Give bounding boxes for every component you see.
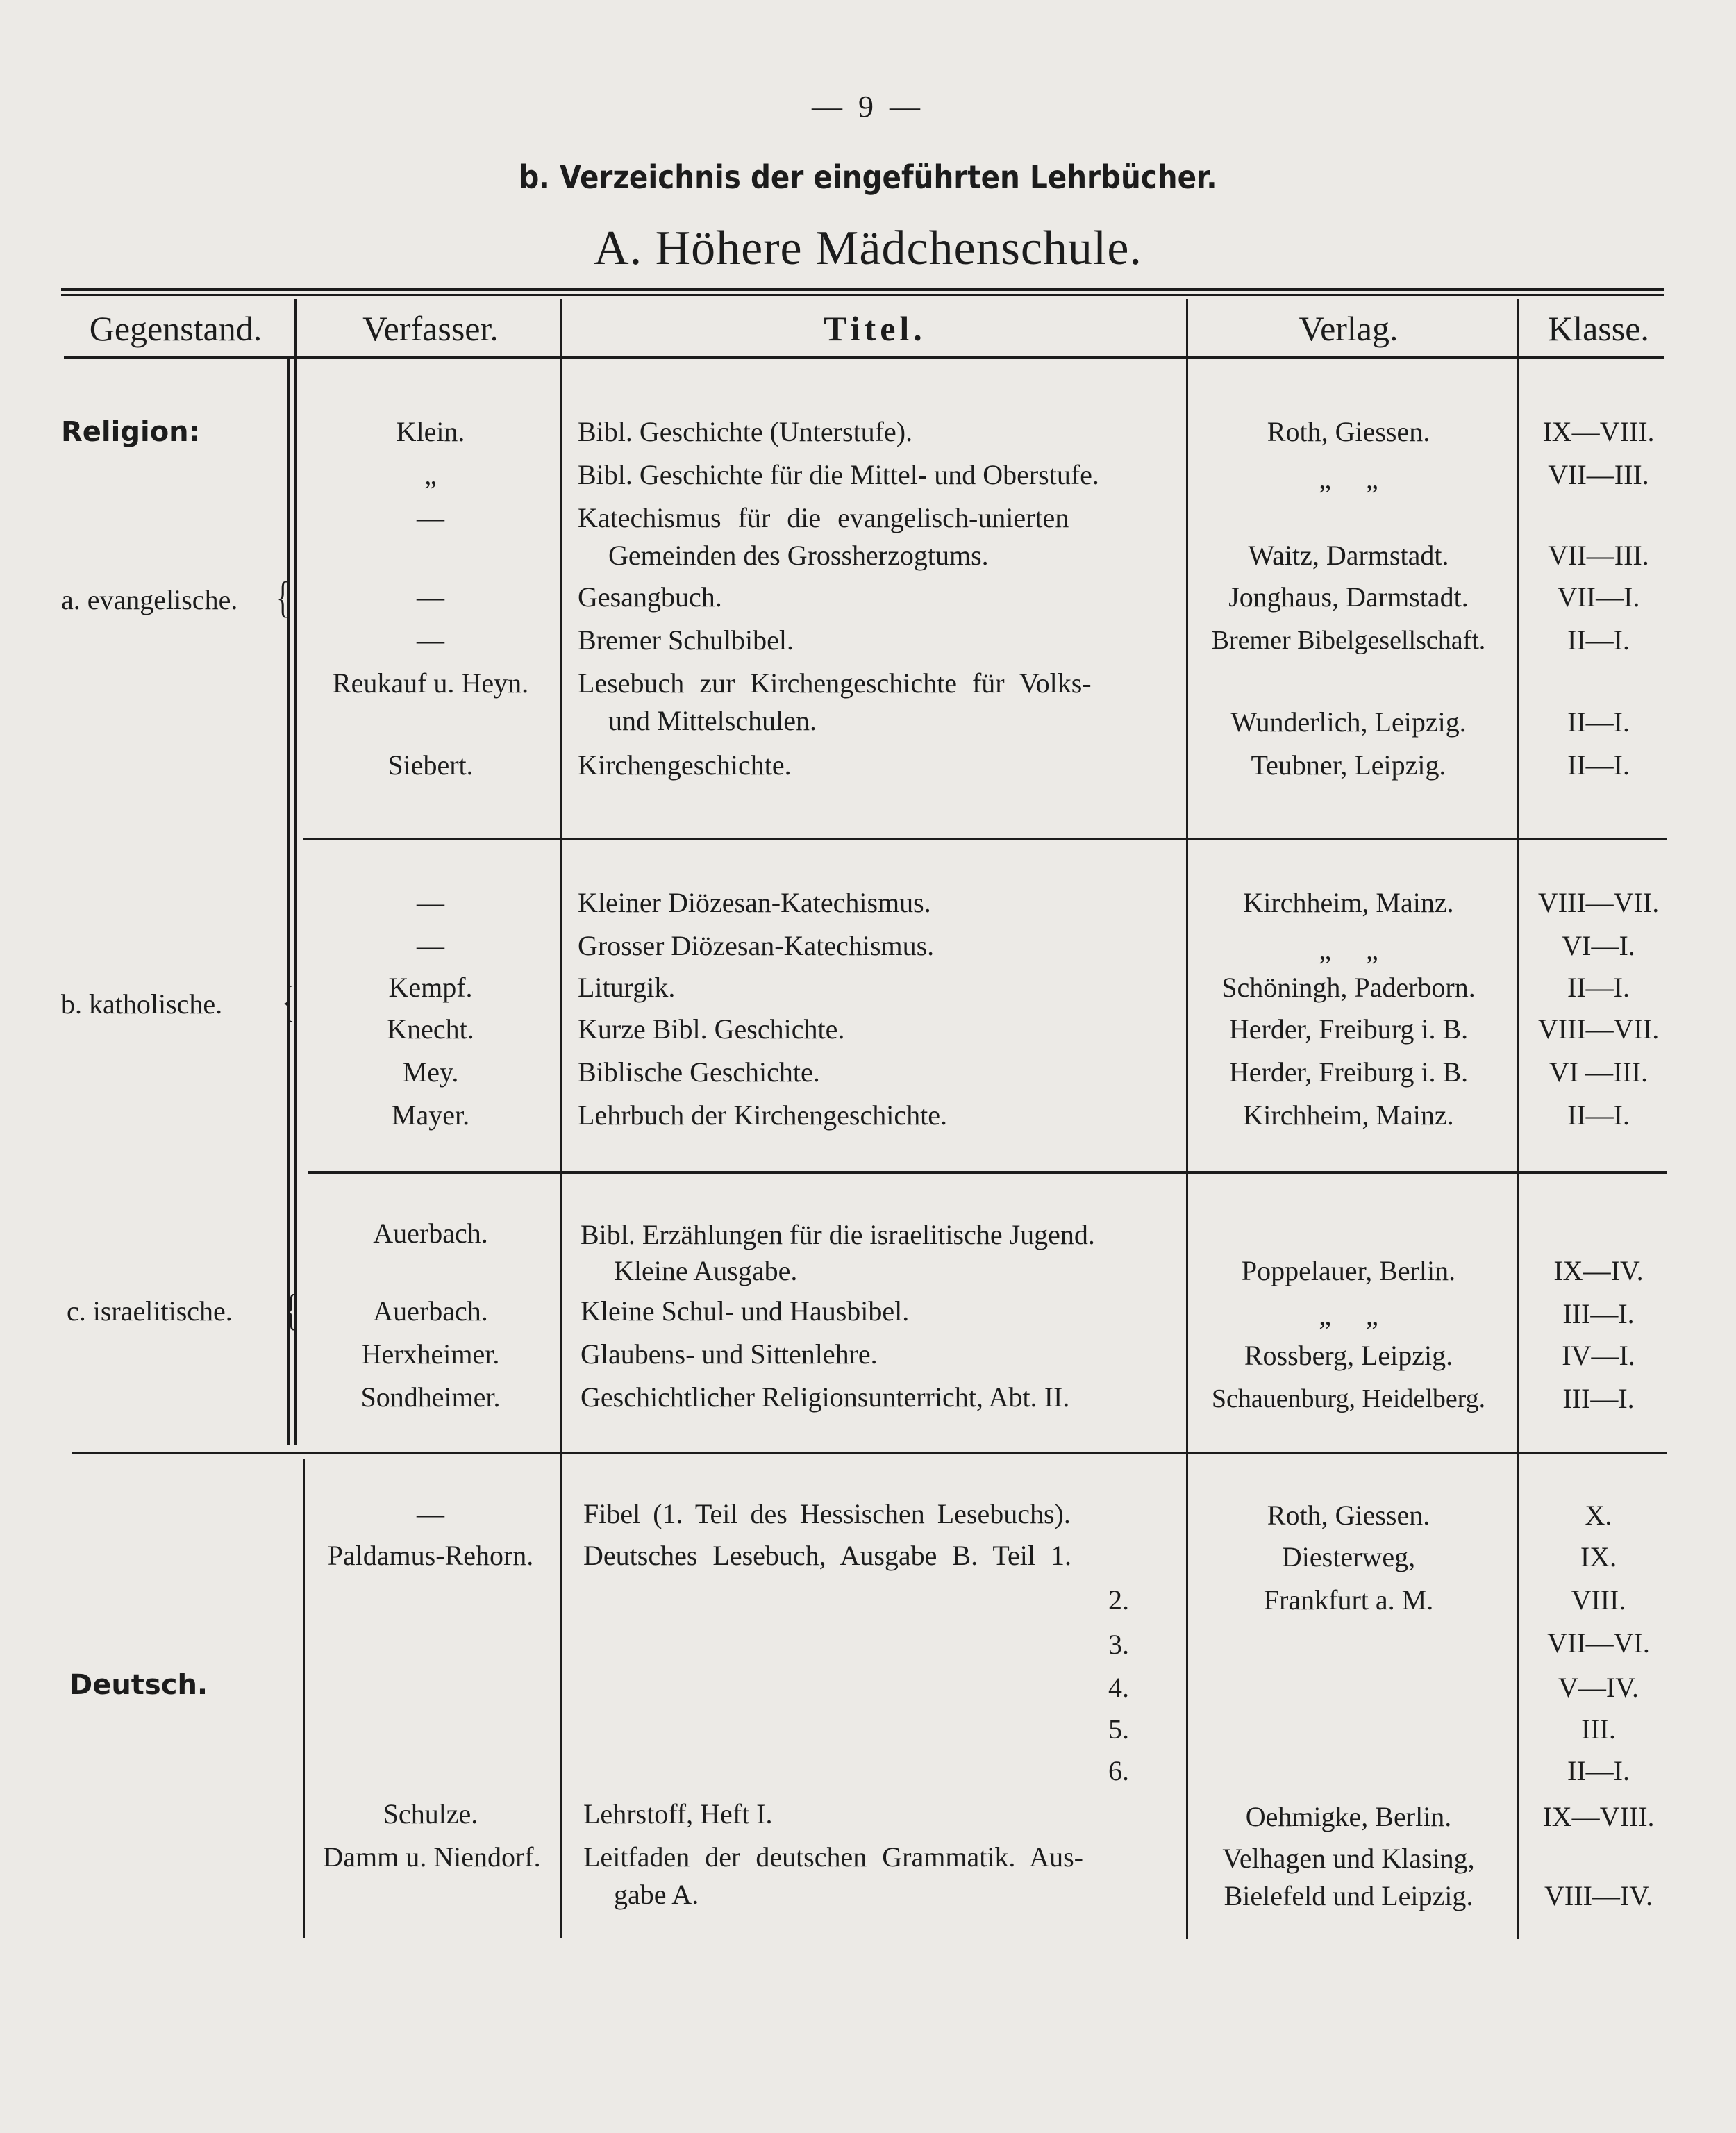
titel-teil-number: 3. bbox=[1108, 1629, 1129, 1660]
section-rule bbox=[72, 1452, 1667, 1454]
klasse-cell: X. bbox=[1585, 1500, 1612, 1531]
verlag-cell: Roth, Giessen. bbox=[1267, 416, 1430, 447]
verfasser-cell: — bbox=[417, 1498, 444, 1529]
verfasser-cell: Mey. bbox=[402, 1056, 459, 1088]
verlag-cell: Rossberg, Leipzig. bbox=[1244, 1340, 1453, 1371]
klasse-cell: VII—III. bbox=[1548, 540, 1649, 571]
verfasser-cell: Auerbach. bbox=[373, 1295, 488, 1327]
verfasser-cell: — bbox=[417, 624, 444, 656]
verfasser-cell: Sondheimer. bbox=[360, 1381, 501, 1413]
section-rule bbox=[303, 838, 1667, 840]
verlag-cell: Teubner, Leipzig. bbox=[1251, 749, 1446, 781]
titel-cell: Gesangbuch. bbox=[578, 581, 722, 613]
titel-cell: Kirchengeschichte. bbox=[578, 749, 792, 781]
klasse-cell: VI—I. bbox=[1562, 930, 1635, 961]
rule-header bbox=[64, 356, 1664, 359]
verfasser-cell: Auerbach. bbox=[373, 1218, 488, 1249]
verlag-cell: „ „ bbox=[1319, 934, 1378, 965]
titel-cell: Bibl. Geschichte für die Mittel- und Oberstufe. bbox=[578, 459, 1099, 490]
section-israelitisch: c. israelitische. bbox=[67, 1295, 233, 1327]
klasse-cell: II—I. bbox=[1567, 972, 1630, 1003]
titel-cell: Grosser Diözesan-Katechismus. bbox=[578, 930, 935, 961]
titel-cell: Bremer Schulbibel. bbox=[578, 624, 794, 656]
brace-icon: { bbox=[282, 977, 295, 1026]
titel-cell: Katechismus für die evangelisch-unierten bbox=[578, 502, 1069, 533]
verlag-cell: Poppelauer, Berlin. bbox=[1241, 1255, 1456, 1286]
col-header-verlag: Verlag. bbox=[1299, 309, 1399, 348]
titel-cell: Biblische Geschichte. bbox=[578, 1056, 820, 1088]
titel-cell: Glaubens- und Sittenlehre. bbox=[581, 1338, 878, 1370]
verlag-cell: „ „ bbox=[1319, 1300, 1378, 1331]
verlag-cell: Frankfurt a. M. bbox=[1263, 1584, 1434, 1616]
klasse-cell: IX—VIII. bbox=[1542, 1801, 1655, 1832]
verfasser-cell: Reukauf u. Heyn. bbox=[332, 667, 529, 699]
klasse-cell: VII—I. bbox=[1557, 581, 1640, 613]
titel-cell: Lehrstoff, Heft I. bbox=[583, 1798, 773, 1829]
section-katholisch: b. katholische. bbox=[61, 988, 223, 1020]
section-deutsch: Deutsch. bbox=[69, 1669, 208, 1701]
klasse-cell: III—I. bbox=[1562, 1383, 1635, 1414]
titel-cell: Fibel (1. Teil des Hessischen Lesebuchs). bbox=[583, 1498, 1071, 1529]
titel-cell: Lesebuch zur Kirchengeschichte für Volks- bbox=[578, 667, 1092, 699]
verfasser-cell: Herxheimer. bbox=[361, 1338, 500, 1370]
verlag-cell: Roth, Giessen. bbox=[1267, 1500, 1430, 1531]
verlag-cell: Bremer Bibelgesellschaft. bbox=[1211, 626, 1486, 655]
klasse-cell: II—I. bbox=[1567, 706, 1630, 738]
col-header-klasse: Klasse. bbox=[1548, 309, 1649, 348]
verlag-cell: „ „ bbox=[1319, 463, 1378, 495]
titel-teil-number: 2. bbox=[1108, 1584, 1129, 1616]
klasse-cell: III—I. bbox=[1562, 1298, 1635, 1329]
klasse-cell: VII—III. bbox=[1548, 459, 1649, 490]
klasse-cell: II—I. bbox=[1567, 1755, 1630, 1786]
verfasser-cell: Mayer. bbox=[391, 1099, 470, 1131]
klasse-cell: VIII—VII. bbox=[1537, 1013, 1660, 1045]
titel-teil-number: 6. bbox=[1108, 1755, 1129, 1786]
brace-icon: { bbox=[285, 1285, 298, 1334]
titel-cell-cont: und Mittelschulen. bbox=[608, 705, 817, 736]
klasse-cell: II—I. bbox=[1567, 1099, 1630, 1131]
titel-cell: Bibl. Geschichte (Unterstufe). bbox=[578, 416, 913, 447]
page-number: — 9 — bbox=[812, 90, 924, 124]
klasse-cell: IX—IV. bbox=[1553, 1255, 1644, 1286]
titel-cell: Kurze Bibl. Geschichte. bbox=[578, 1013, 845, 1045]
klasse-cell: VIII—VII. bbox=[1537, 887, 1660, 918]
verlag-cell: Herder, Freiburg i. B. bbox=[1228, 1013, 1469, 1045]
verlag-cell: Kirchheim, Mainz. bbox=[1243, 1099, 1454, 1131]
klasse-cell: VIII—IV. bbox=[1544, 1880, 1653, 1911]
verfasser-cell: „ bbox=[424, 459, 437, 490]
header-divider bbox=[1517, 299, 1519, 356]
header-divider bbox=[560, 299, 562, 356]
heading: b. Verzeichnis der eingeführten Lehrbücher. bbox=[519, 158, 1217, 196]
verfasser-cell: Siebert. bbox=[387, 749, 474, 781]
titel-cell: Geschichtlicher Religionsunterricht, Abt. II. bbox=[581, 1381, 1070, 1413]
klasse-cell: IX—VIII. bbox=[1542, 416, 1655, 447]
verlag-cell: Oehmigke, Berlin. bbox=[1245, 1801, 1452, 1832]
section-religion: Religion: bbox=[61, 416, 200, 448]
column-rule bbox=[287, 359, 290, 1445]
klasse-cell: II—I. bbox=[1567, 749, 1630, 781]
klasse-cell: IX. bbox=[1580, 1541, 1617, 1572]
titel-cell: Lehrbuch der Kirchengeschichte. bbox=[578, 1099, 947, 1131]
klasse-cell: VIII. bbox=[1571, 1584, 1626, 1616]
header-divider bbox=[1186, 299, 1188, 356]
verfasser-cell: Damm u. Niendorf. bbox=[323, 1841, 541, 1873]
verfasser-cell: — bbox=[417, 887, 444, 918]
verlag-cell: Wunderlich, Leipzig. bbox=[1230, 706, 1467, 738]
titel-cell-cont: Gemeinden des Grossherzogtums. bbox=[608, 540, 989, 571]
header-divider bbox=[294, 299, 297, 356]
col-header-verfasser: Verfasser. bbox=[362, 309, 499, 348]
titel-cell-cont: Kleine Ausgabe. bbox=[614, 1255, 798, 1286]
verlag-cell: Kirchheim, Mainz. bbox=[1243, 887, 1454, 918]
verlag-cell: Herder, Freiburg i. B. bbox=[1228, 1056, 1469, 1088]
verfasser-cell: Knecht. bbox=[387, 1013, 474, 1045]
verlag-cell: Schauenburg, Heidelberg. bbox=[1211, 1384, 1486, 1413]
subheading: A. Höhere Mädchenschule. bbox=[594, 222, 1142, 275]
verlag-cell: Waitz, Darmstadt. bbox=[1248, 540, 1449, 571]
titel-teil-number: 4. bbox=[1108, 1672, 1129, 1703]
titel-cell: Bibl. Erzählungen für die israelitische Jugend. bbox=[581, 1219, 1095, 1250]
klasse-cell: V—IV. bbox=[1558, 1672, 1639, 1703]
titel-cell: Deutsches Lesebuch, Ausgabe B. Teil 1. bbox=[583, 1540, 1071, 1571]
titel-cell-cont: gabe A. bbox=[614, 1879, 699, 1910]
brace-icon: { bbox=[276, 572, 290, 622]
klasse-cell: IV—I. bbox=[1562, 1340, 1635, 1371]
klasse-cell: VI —III. bbox=[1549, 1056, 1649, 1088]
titel-cell: Leitfaden der deutschen Grammatik. Aus- bbox=[583, 1841, 1083, 1873]
titel-cell: Liturgik. bbox=[578, 972, 676, 1003]
klasse-cell: VII—VI. bbox=[1547, 1627, 1650, 1659]
verlag-cell-cont: Bielefeld und Leipzig. bbox=[1224, 1880, 1474, 1911]
verfasser-cell: — bbox=[417, 502, 444, 533]
column-rule bbox=[294, 359, 297, 1445]
verfasser-cell: Paldamus-Rehorn. bbox=[327, 1540, 534, 1571]
verfasser-cell: Klein. bbox=[396, 416, 465, 447]
verfasser-cell: Kempf. bbox=[388, 972, 473, 1003]
verlag-cell: Jonghaus, Darmstadt. bbox=[1228, 581, 1469, 613]
section-rule bbox=[308, 1171, 1667, 1174]
verlag-cell: Velhagen und Klasing, bbox=[1222, 1843, 1475, 1874]
verlag-cell: Schöningh, Paderborn. bbox=[1221, 972, 1476, 1003]
verfasser-cell: — bbox=[417, 581, 444, 613]
titel-teil-number: 5. bbox=[1108, 1713, 1129, 1745]
klasse-cell: II—I. bbox=[1567, 624, 1630, 656]
rule-top-thin bbox=[61, 294, 1664, 296]
titel-cell: Kleine Schul- und Hausbibel. bbox=[581, 1295, 910, 1327]
col-header-gegenstand: Gegenstand. bbox=[89, 309, 262, 348]
verfasser-cell: Schulze. bbox=[383, 1798, 478, 1829]
col-header-titel: Titel. bbox=[824, 309, 926, 348]
verfasser-cell: — bbox=[417, 930, 444, 961]
rule-top bbox=[61, 288, 1664, 291]
section-evangelisch: a. evangelische. bbox=[61, 584, 238, 615]
klasse-cell: III. bbox=[1581, 1713, 1616, 1745]
titel-cell: Kleiner Diözesan-Katechismus. bbox=[578, 887, 931, 918]
verlag-cell: Diesterweg, bbox=[1281, 1541, 1416, 1572]
column-rule bbox=[1186, 359, 1188, 1939]
